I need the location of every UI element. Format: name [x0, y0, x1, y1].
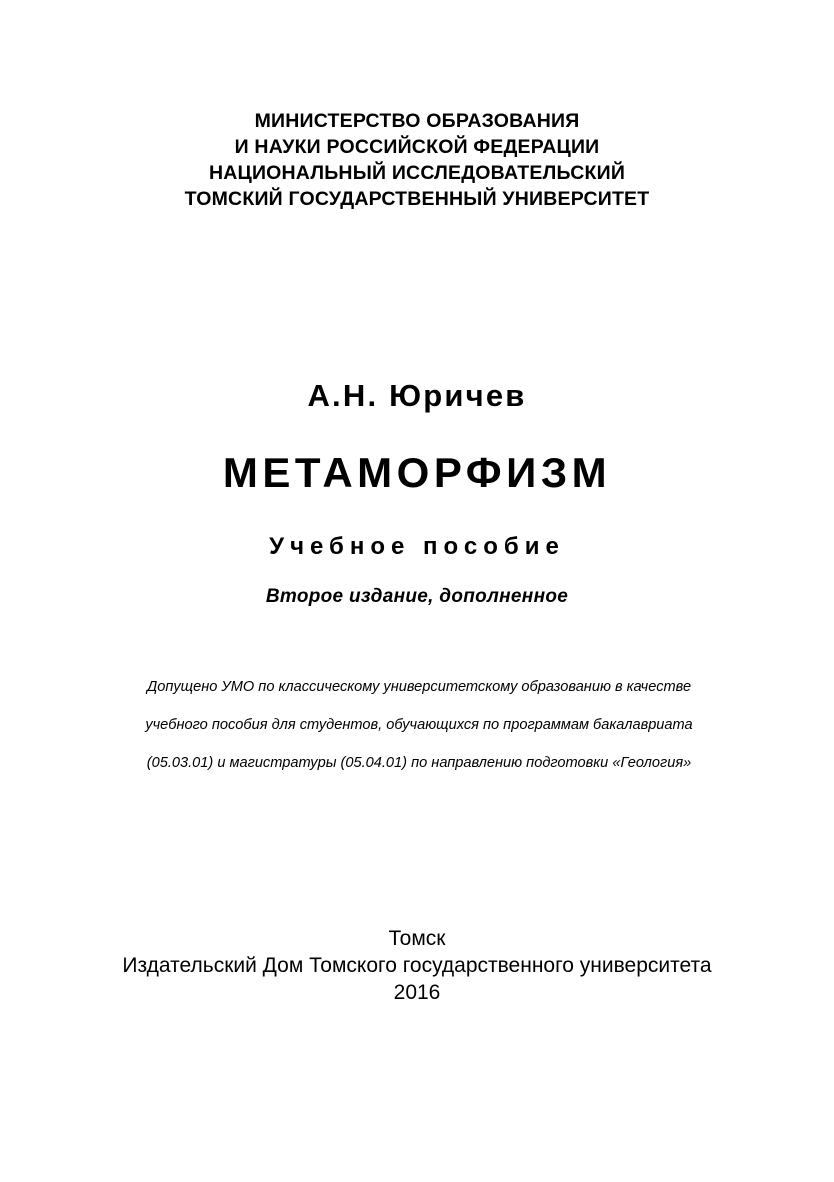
ministry-block [0, 108, 834, 212]
book-subtitle: Учебное пособие [269, 533, 565, 560]
author-name: А.Н. Юричев [307, 378, 527, 413]
imprint-block [0, 925, 834, 1006]
ministry-line-2: И НАУКИ РОССИЙСКОЙ ФЕДЕРАЦИИ [234, 136, 600, 158]
ministry-line-3: НАЦИОНАЛЬНЫЙ ИССЛЕДОВАТЕЛЬСКИЙ [208, 162, 626, 184]
imprint-publisher: Издательский Дом Томского государственного университета [122, 954, 712, 977]
book-title: МЕТАМОРФИЗМ [222, 449, 612, 496]
imprint-year: 2016 [393, 981, 441, 1004]
approval-statement [117, 668, 721, 782]
edition-note: Второе издание, дополненное [265, 586, 569, 607]
approval-line-1: Допущено УМО по классическому университетскому образованию в качестве [146, 679, 692, 695]
ministry-line-1: МИНИСТЕРСТВО ОБРАЗОВАНИЯ [254, 110, 580, 132]
approval-line-2: учебного пособия для студентов, обучающихся по программам бакалавриата [145, 717, 693, 733]
approval-line-3: (05.03.01) и магистратуры (05.04.01) по направлению подготовки «Геология» [146, 755, 692, 771]
ministry-line-4: ТОМСКИЙ ГОСУДАРСТВЕННЫЙ УНИВЕРСИТЕТ [184, 188, 650, 210]
imprint-city: Томск [388, 927, 446, 950]
